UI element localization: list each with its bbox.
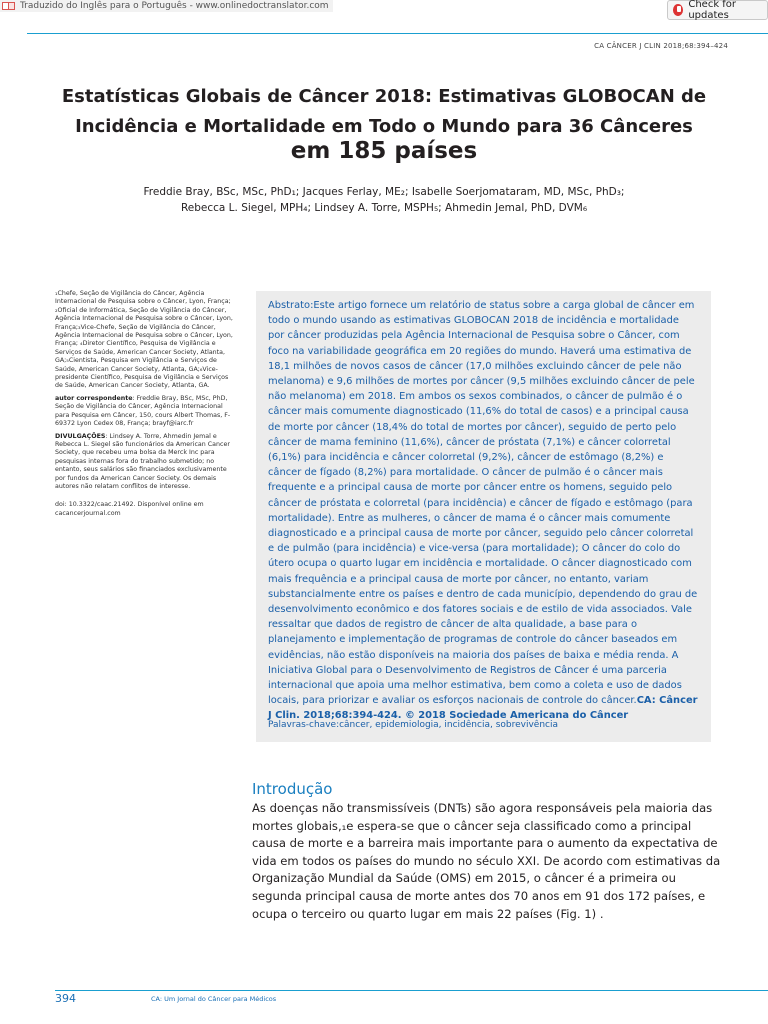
abstract-text (268, 298, 698, 724)
update-badge-icon (673, 4, 683, 16)
corresponding-author (55, 395, 235, 429)
header-rule (27, 33, 768, 34)
author-list (60, 184, 708, 216)
disclosures (55, 433, 235, 492)
article-title-line-2: Incidência e Mortalidade em Todo o Mundo para 36 Cânceres (75, 116, 693, 137)
author-line-2: Rebecca L. Siegel, MPH₄; Lindsey A. Torre, MSPH₅; Ahmedin Jemal, PhD, DVM₆ (180, 202, 588, 214)
abstract-citation: CA: Câncer J Clin. 2018;68:394-424. © 2018 Sociedade Americana do Câncer (268, 695, 698, 722)
page-number: 394 (55, 992, 76, 1005)
corresponding-author-label: autor correspondente (55, 394, 133, 402)
disclosures-text: : Lindsey A. Torre, Ahmedin Jemal e Rebecca L. Siegel são funcionários da American Cancer Society, que recebeu uma bolsa da Merck Inc para pesquisas internas fora do trabalho submetido; no entanto, seus salários são financiados exclusivamente por fundos da American Cancer Society. Os demais autores não relatam conflitos de interesse. (55, 432, 230, 490)
affiliations: ₁Chefe, Seção de Vigilância do Câncer, Agência Internacional de Pesquisa sobre o Câncer, Lyon, França; ₂Oficial de Informática, Seção de Vigilância do Câncer, Agência Internacional de Pesquisa sobre o Câncer, Lyon, França;₃Vice-Chefe, Seção de Vigilância do Câncer, Agência Internacional de Pesquisa sobre o Câncer, Lyon, França; ₄Diretor Científico, Pesquisa de Vigilância e Serviços de Saúde, American Cancer Society, Atlanta, GA;₅Cientista, Pesquisa em Vigilância e Serviços de Saúde, American Cancer Society, Atlanta, GA;₆Vice-presidente Científico, Pesquisa de Vigilância e Serviços de Saúde, American Cancer Society, Atlanta, GA. (55, 290, 233, 390)
abstract-body: Abstrato:Este artigo fornece um relatório de status sobre a carga global de câncer em todo o mundo usando as estimativas GLOBOCAN 2018 de incidência e mortalidade por câncer produzidas pela Agência Internacional de Pesquisa sobre o Câncer, com foco na variabilidade geográfica em 20 regiões do mundo. Haverá uma estimativa de 18,1 milhões de novos casos de câncer (17,0 milhões excluindo câncer de pele não melanoma) e 9,6 milhões de mortes por câncer (9,5 milhões excluindo câncer de pele não melanoma) em 2018. Em ambos os sexos combinados, o câncer de pulmão é o câncer mais comumente diagnosticado (11,6% do total de casos) e a principal causa de morte por câncer (18,4% do total de mortes por câncer), seguido de perto pelo câncer de mama feminino (11,6%), câncer de próstata (7,1%) e câncer colorretal (6,1%) para incidência e câncer colorretal (9,2%), câncer de estômago (8,2%) e câncer de fígado (8,2%) para mortalidade. O câncer de pulmão é o câncer mais frequente e a principal causa de morte por câncer entre os homens, seguido pelo câncer de próstata e colorretal (para incidência) e câncer de fígado e estômago (para mortalidade). Entre as mulheres, o câncer de mama é o câncer mais comumente diagnosticado e a principal causa de morte por câncer, seguido pelo câncer colorretal e de pulmão (para incidência) e vice-versa (para mortalidade); O câncer do colo do útero ocupa o quarto lugar em incidência e mortalidade. O câncer diagnosticado com mais frequência e a principal causa de morte por câncer, no entanto, variam substancialmente entre os países e dentro de cada município, dependendo do grau de desenvolvimento econômico e dos fatores sociais e de estilo de vida associados. Vale ressaltar que dados de registro de câncer de alta qualidade, a base para o planejamento e implementação de programas de controle do câncer baseados em evidências, não estão disponíveis na maioria dos países de baixa e média renda. A Iniciativa Global para o Desenvolvimento de Registros de Câncer é uma parceria internacional que apoia uma melhor estimativa, bem como a coleta e uso de dados locais, para priorizar e avaliar os esforços nacionais de controle do câncer. (268, 300, 698, 707)
introduction-paragraph: As doenças não transmissíveis (DNTs) são agora responsáveis pela maioria das mortes globais,₁e espera-se que o câncer seja classificado como a principal causa de morte e a barreira mais importante para o aumento da expectativa de vida em todos os países do mundo no século XXI. De acordo com estimativas da Organização Mundial da Saúde (OMS) em 2015, o câncer é a primeira ou segunda principal causa de morte antes dos 70 anos em 91 dos 172 países, e ocupa o terceiro ou quarto lugar em mais 22 países (Fig. 1) . (252, 801, 721, 921)
disclosures-label: DIVULGAÇÕES (55, 432, 106, 440)
doi-note: doi: 10.3322/caac.21492. Disponível online em cacancerjournal.com (55, 501, 204, 517)
article-title-line-1: Estatísticas Globais de Câncer 2018: Estimativas GLOBOCAN de (61, 86, 707, 107)
sidebar-notes (55, 290, 235, 522)
footer-journal-name: CA: Um Jornal do Câncer para Médicos (151, 995, 277, 1003)
footer-rule (55, 990, 768, 991)
check-for-updates-button[interactable] (667, 0, 768, 20)
keywords: Palavras-chave:câncer, epidemiologia, incidência, sobrevivência (268, 720, 558, 730)
translator-logo-icon (2, 1, 18, 11)
check-for-updates-label: Check for updates (688, 0, 737, 21)
author-line-1: Freddie Bray, BSc, MSc, PhD₁; Jacques Ferlay, ME₂; Isabelle Soerjomataram, MD, MSc, PhD₃; (143, 186, 625, 198)
article-title-line-3: em 185 países (290, 138, 478, 164)
corresponding-author-text: : Freddie Bray, BSc, MSc, PhD, Seção de Vigilância do Câncer, Agência Internacional para Pesquisa em Câncer, 150, cours Albert Thomas, F-69372 Lyon Cedex 08, França; brayf@iarc.fr (55, 394, 231, 428)
journal-reference: CA CÂNCER J CLIN 2018;68:394–424 (594, 42, 728, 50)
abstract-box (256, 291, 711, 742)
translator-bar (0, 0, 333, 12)
translator-link[interactable]: Traduzido do Inglês para o Português - www.onlinedoctranslator.com (20, 1, 329, 11)
introduction-heading: Introdução (252, 780, 333, 798)
